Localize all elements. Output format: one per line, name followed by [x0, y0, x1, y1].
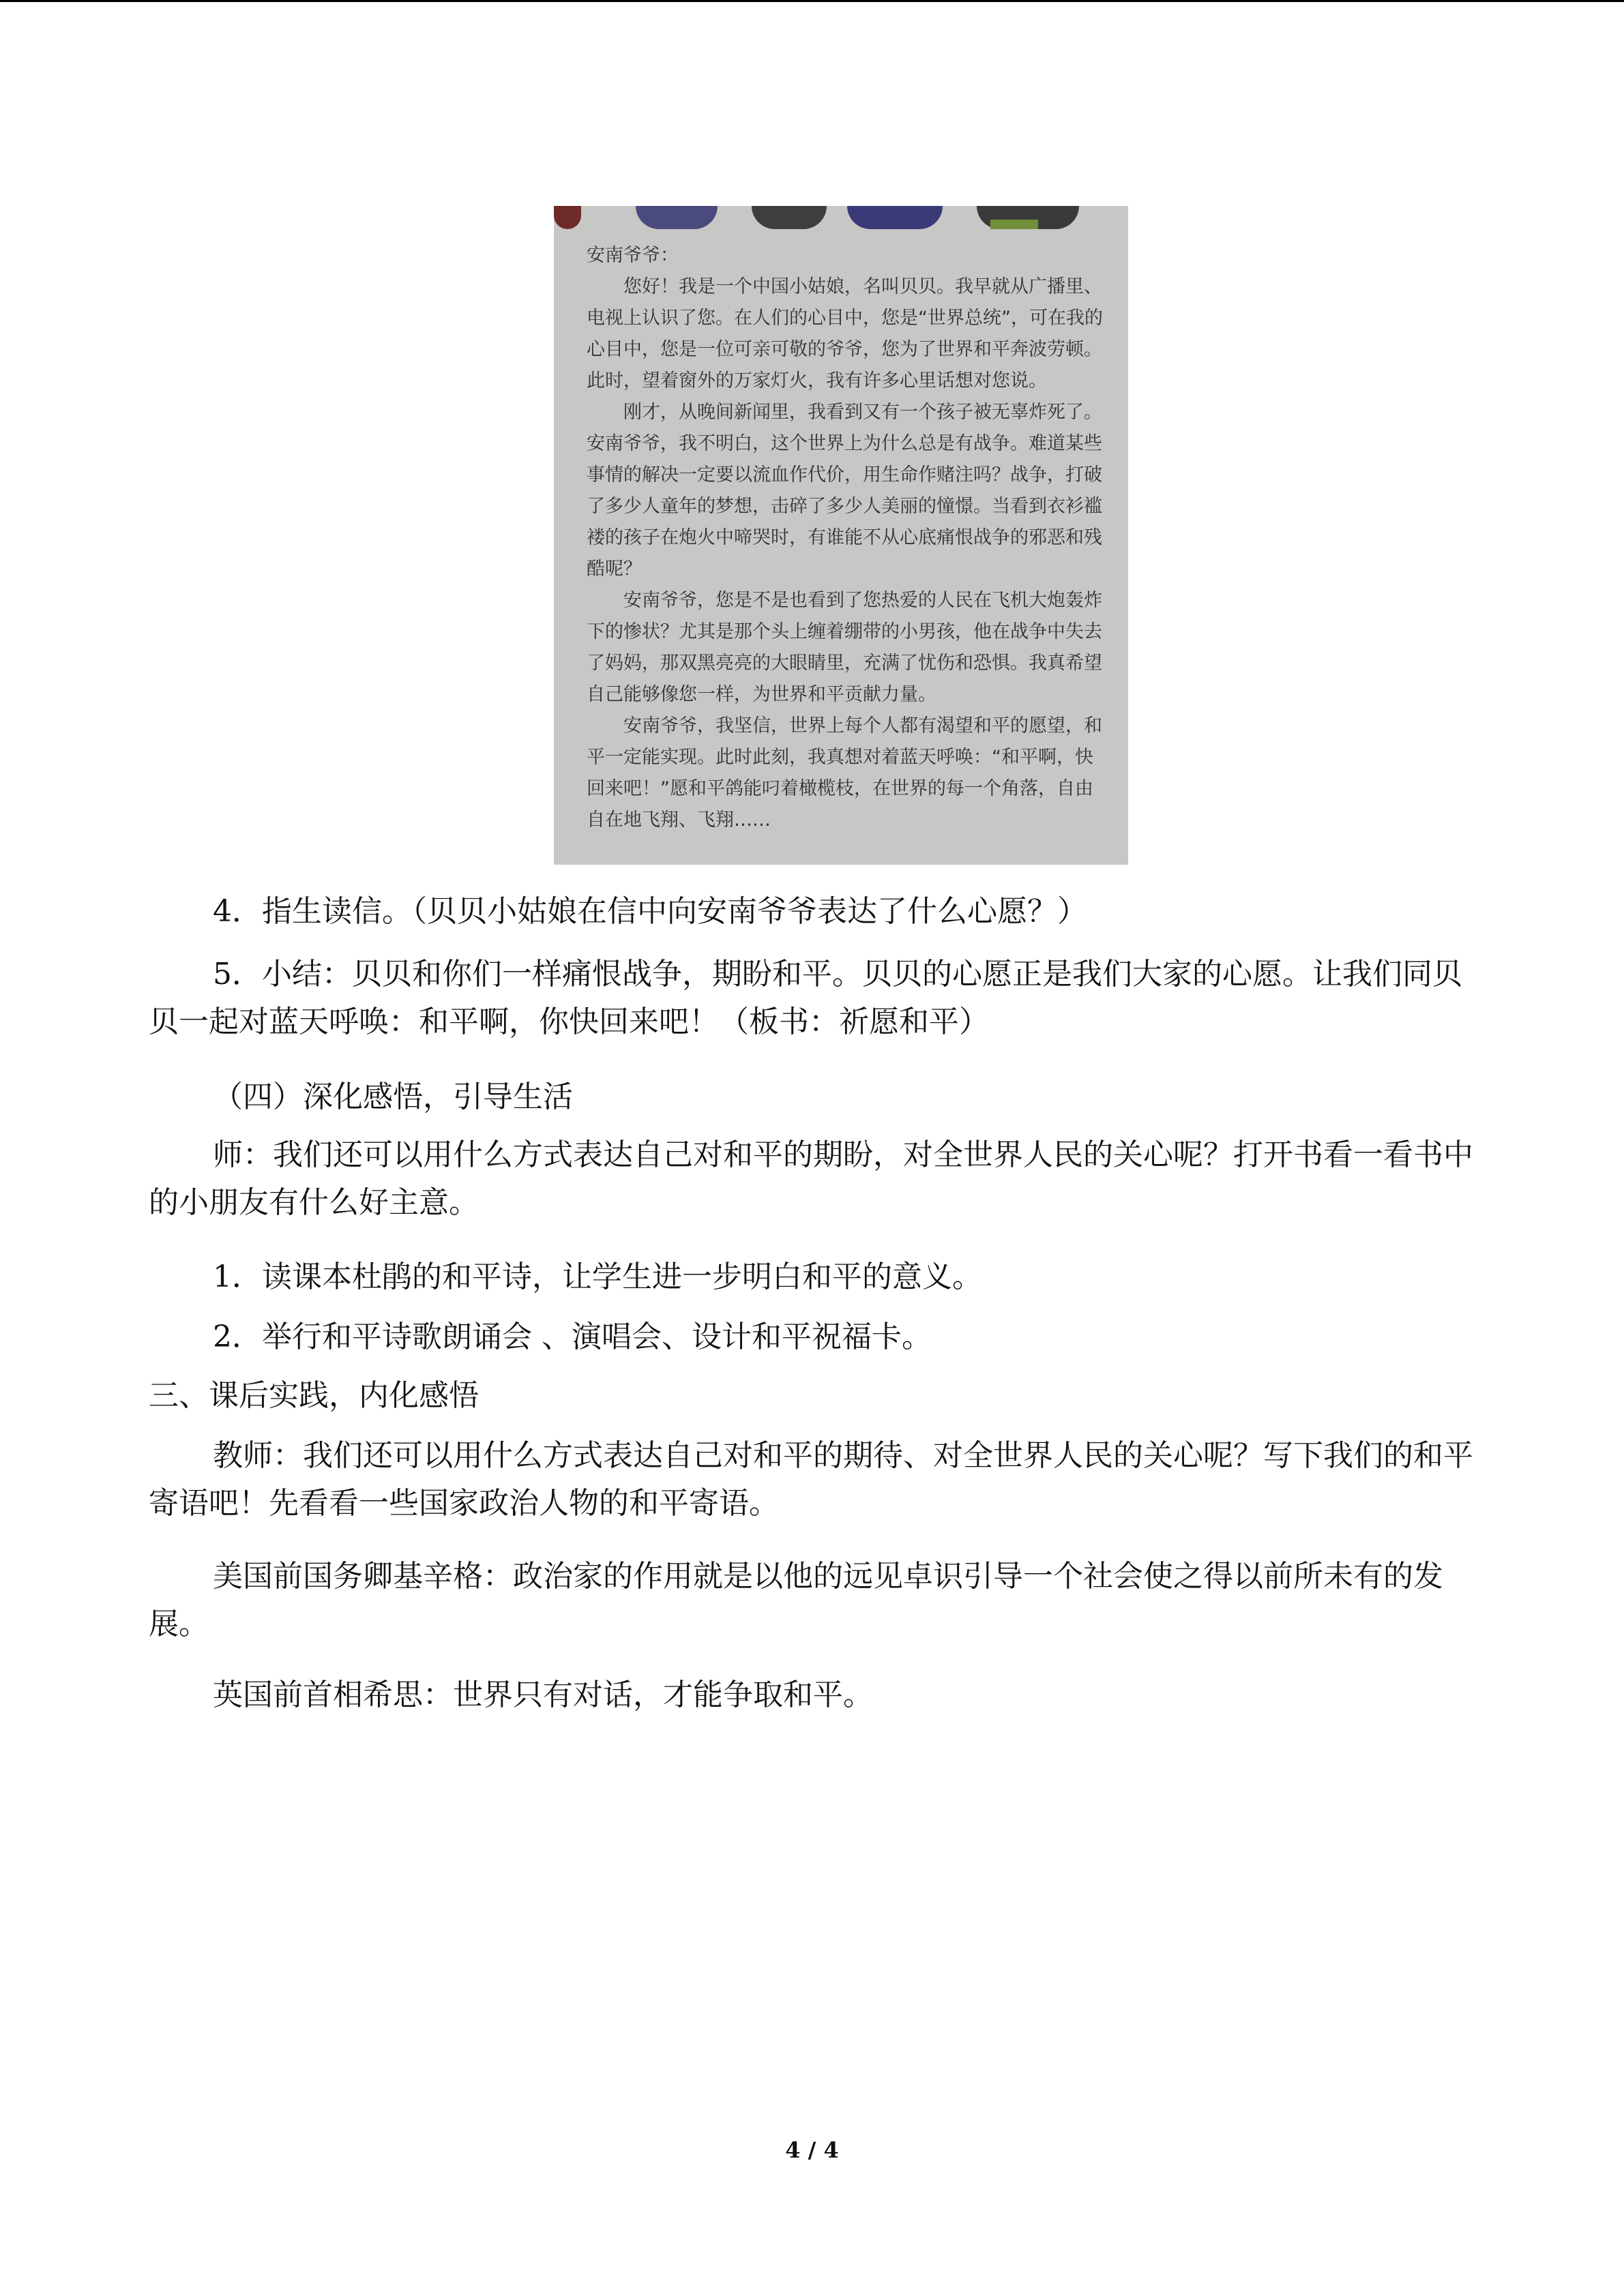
- section-heading-3: 三、课后实践，内化感悟: [149, 1378, 479, 1413]
- quote-kissinger: 美国前国务卿基辛格：政治家的作用就是以他的远见卓识引导一个社会使之得以前所未有的发展。: [149, 1559, 1443, 1641]
- illustration-fragment: [636, 206, 718, 229]
- letter-paragraph: 您好！我是一个中国小姑娘，名叫贝贝。我早就从广播里、电视上认识了您。在人们的心目中，您是“世界总统”，可在我的心目中，您是一位可亲可敬的爷爷，您为了世界和平奔波劳顿。此时，望着窗外的万家灯火，我有许多心里话想对您说。: [587, 276, 1103, 391]
- illustration-fragment: [847, 206, 943, 229]
- activity-2: 2．举行和平诗歌朗诵会 、演唱会、设计和平祝福卡。: [213, 1320, 932, 1354]
- letter-paragraph: 刚才，从晚间新闻里，我看到又有一个孩子被无辜炸死了。安南爷爷，我不明白，这个世界上为什么总是有战争。难道某些事情的解决一定要以流血作代价，用生命作赌注吗？战争，打破了多少人童年的梦想，击碎了多少人美丽的憧憬。当看到衣衫褴褛的孩子在炮火中啼哭时，有谁能不从心底痛恨战争的邪恶和残酷呢？: [587, 402, 1102, 580]
- textbook-letter-photo: [554, 206, 1128, 865]
- step-5-summary: 5．小结：贝贝和你们一样痛恨战争，期盼和平。贝贝的心愿正是我们大家的心愿。让我们同贝贝一起对蓝天呼唤：和平啊，你快回来吧！（板书：祈愿和平）: [149, 957, 1462, 1039]
- illustration-fragment: [990, 220, 1038, 229]
- illustration-fragment: [554, 206, 581, 229]
- quote-heath: 英国前首相希思：世界只有对话，才能争取和平。: [213, 1678, 873, 1712]
- letter-greeting: 安南爷爷：: [587, 245, 679, 266]
- section-heading-4: （四）深化感悟，引导生活: [213, 1079, 573, 1114]
- letter-text: [587, 240, 1105, 836]
- illustration-fragment: [752, 206, 827, 229]
- letter-paragraph: 安南爷爷，我坚信，世界上每个人都有渴望和平的愿望，和平一定能实现。此时此刻，我真想对着蓝天呼唤：“和平啊，快回来吧！”愿和平鸽能叼着橄榄枝，在世界的每一个角落，自由自在地飞翔、飞翔……: [587, 715, 1102, 831]
- teacher-question: 师：我们还可以用什么方式表达自己对和平的期盼，对全世界人民的关心呢？打开书看一看书中的小朋友有什么好主意。: [149, 1137, 1473, 1220]
- page-number: 4 / 4: [785, 2137, 839, 2163]
- teacher-prompt: 教师：我们还可以用什么方式表达自己对和平的期待、对全世界人民的关心呢？写下我们的和平寄语吧！先看看一些国家政治人物的和平寄语。: [149, 1438, 1473, 1521]
- top-rule: [0, 0, 1624, 2]
- step-4: 4．指生读信。（贝贝小姑娘在信中向安南爷爷表达了什么心愿？）: [213, 894, 1087, 929]
- activity-1: 1．读课本杜鹃的和平诗，让学生进一步明白和平的意义。: [213, 1259, 982, 1294]
- letter-paragraph: 安南爷爷，您是不是也看到了您热爱的人民在飞机大炮轰炸下的惨状？尤其是那个头上缠着绷带的小男孩，他在战争中失去了妈妈，那双黑亮亮的大眼睛里，充满了忧伤和恐惧。我真希望自己能够像您一样，为世界和平贡献力量。: [587, 590, 1102, 705]
